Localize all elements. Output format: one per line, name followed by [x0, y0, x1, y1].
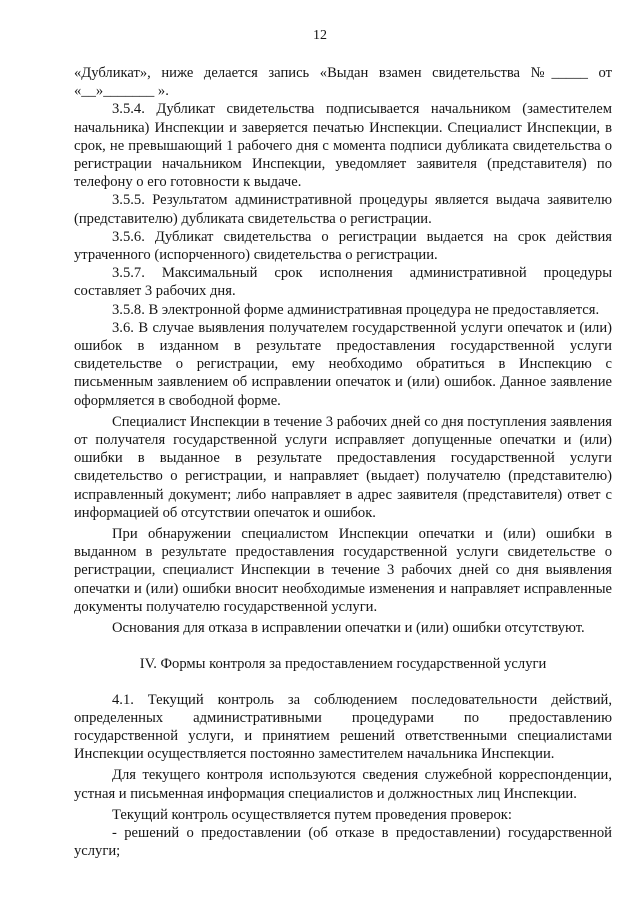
paragraph-3-5-7: 3.5.7. Максимальный срок исполнения административной процедуры составляет 3 рабочих дня.	[74, 265, 612, 300]
list-item-decisions: - решений о предоставлении (об отказе в предоставлении) государственной услуги;	[74, 824, 612, 860]
section-heading-iv: IV. Формы контроля за предоставлением государственной услуги	[139, 656, 547, 673]
document-body	[74, 64, 612, 860]
paragraph-control-sources: Для текущего контроля используются сведения служебной корреспонденции, устная и письменная информация специалистов и должностных лиц Инспекции.	[74, 767, 612, 802]
paragraph-3-5-6: 3.5.6. Дубликат свидетельства о регистрации выдается на срок действия утраченного (испорченного) свидетельства о регистрации.	[74, 228, 612, 264]
paragraph-3-5-4: 3.5.4. Дубликат свидетельства подписывается начальником (заместителем начальника) Инспекции и заверяется печатью Инспекции. Специалист Инспекции, в срок, не превышающий 1 рабочего дня с момента подписи дубликата свидетельства о регистрации начальником Инспекции, уведомляет заявителя (представителя) по телефону о его готовности к выдаче.	[74, 101, 612, 191]
paragraph-no-refusal-grounds: Основания для отказа в исправлении опечатки и (или) ошибки отсутствуют.	[112, 620, 585, 637]
paragraph-4-1: 4.1. Текущий контроль за соблюдением последовательности действий, определенных административными процедурами по предоставлению государственной услуги, и принятием решений ответственными специалистами Инспекции осуществляется постоянно заместителем начальника Инспекции.	[74, 691, 612, 763]
paragraph-3-5-8: 3.5.8. В электронной форме административная процедура не предоставляется.	[112, 301, 600, 318]
paragraph-control-checks: Текущий контроль осуществляется путем проведения проверок:	[112, 806, 512, 823]
paragraph-3-5-5: 3.5.5. Результатом административной процедуры является выдача заявителю (представителю) дубликата свидетельства о регистрации.	[74, 192, 612, 227]
paragraph-specialist-correction: Специалист Инспекции в течение 3 рабочих дней со дня поступления заявления от получателя государственной услуги исправляет допущенные опечатки и (или) ошибки в выданное в результате предоставления государственной услуги свидетельство о регистрации, и направляет (выдает) получателю (представителю) исправленный документ; либо направляет в адрес заявителя (представителя) ответ с информацией об отсутствии опечаток и ошибок.	[74, 413, 612, 521]
page-number: 12	[313, 28, 327, 43]
paragraph-error-detection: При обнаружении специалистом Инспекции опечатки и (или) ошибки в выданном в результате предоставления государственной услуги свидетельстве о регистрации, специалист Инспекции в течение 3 рабочих дней со дня выявления опечатки и (или) ошибки вносит необходимые изменения и направляет исправленные документы получателю государственной услуги.	[74, 526, 612, 615]
paragraph-duplicate-note: «Дубликат», ниже делается запись «Выдан взамен свидетельства №_____ от «__»_______ ».	[74, 65, 612, 100]
paragraph-3-6: 3.6. В случае выявления получателем государственной услуги опечаток и (или) ошибок в изданном в результате предоставления государственной услуги свидетельстве о регистрации, ему необходимо обратиться в Инспекцию с письменным заявлением об исправлении опечаток и (или) ошибок. Данное заявление оформляется в свободной форме.	[74, 319, 612, 409]
